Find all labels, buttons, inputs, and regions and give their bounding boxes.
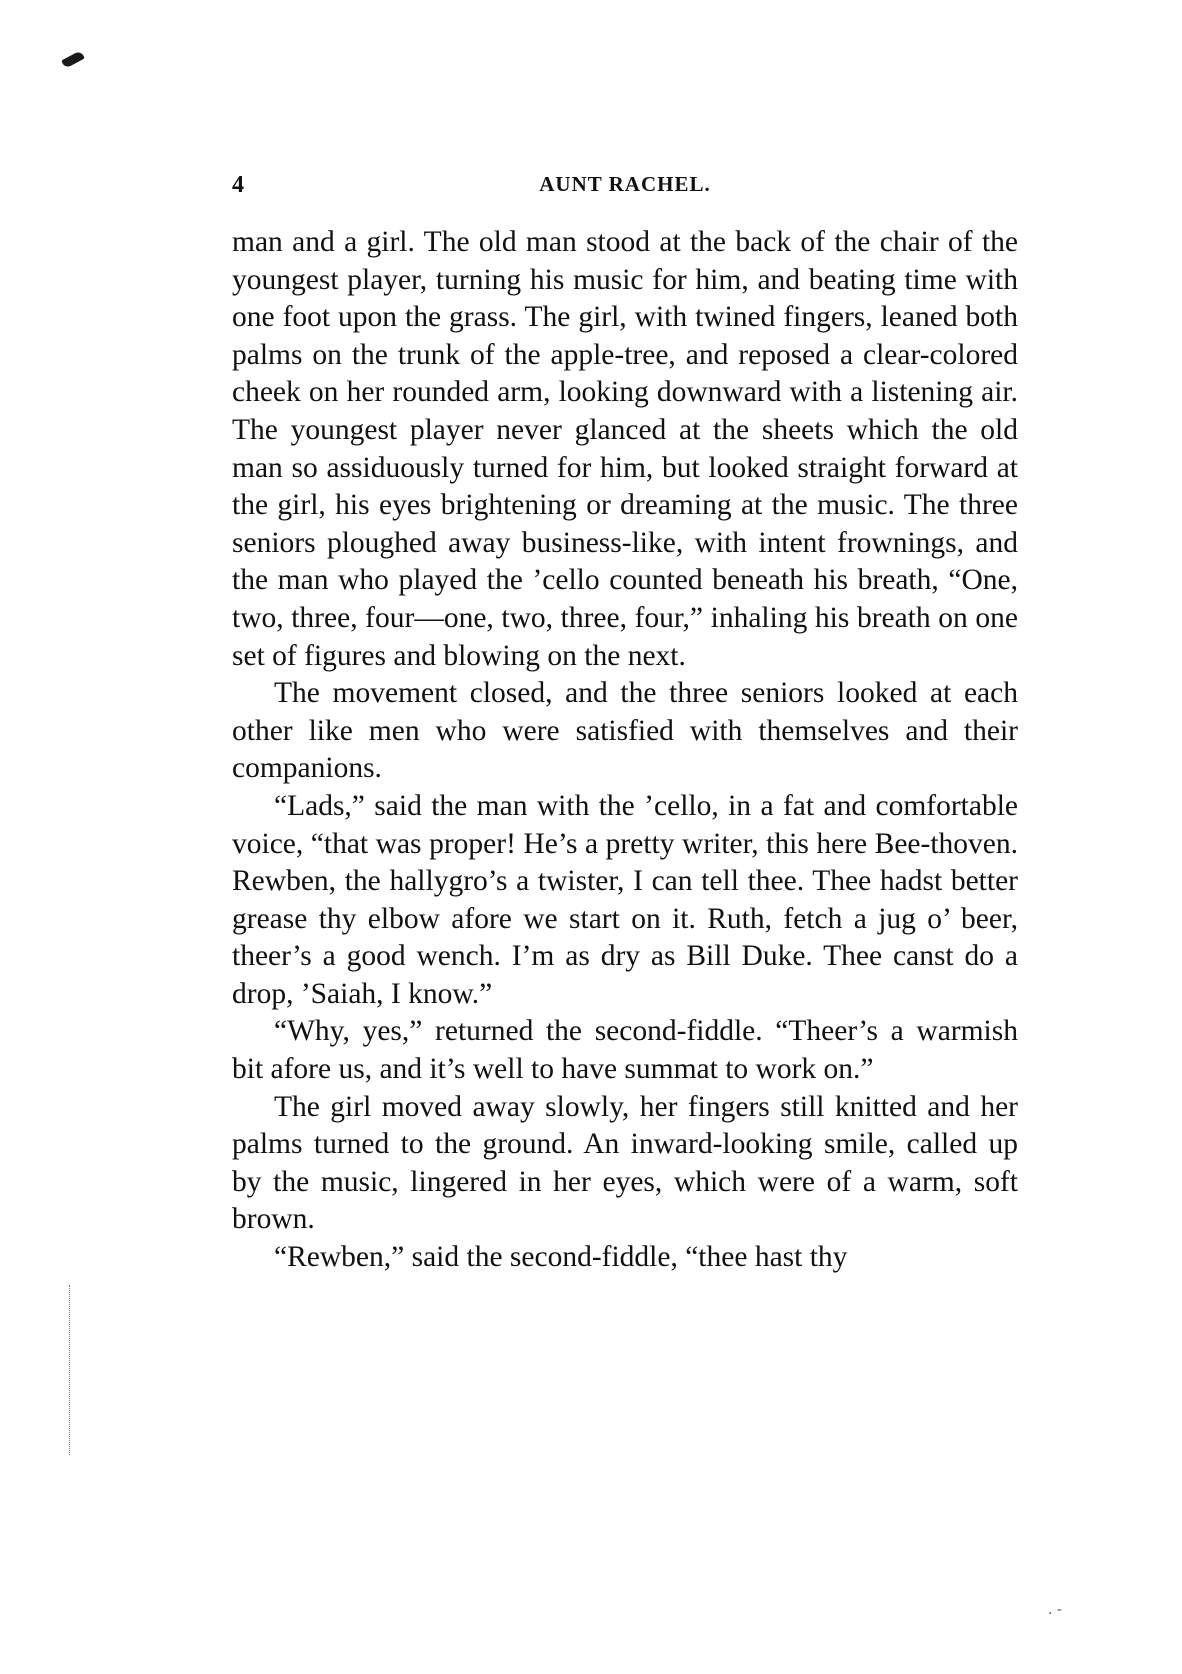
page-number: 4 xyxy=(232,172,244,198)
paragraph: “Lads,” said the man with the ’cello, in a fat and comfortable voice, “that was proper! He’s a pretty writer, this here Bee-thoven. Rewben, the hallygro’s a twister, I can tell thee. Thee hadst better grease thy elbow afore we start on it. Ruth, fetch a jug o’ beer, theer’s a good wench. I’m as dry as Bill Duke. Thee canst do a drop, ’Saiah, I know.” xyxy=(232,789,1018,1010)
running-title: AUNT RACHEL. xyxy=(539,172,711,196)
paragraph: man and a girl. The old man stood at the back of the chair of the youngest player, turning his music for him, and beating time with one foot upon the grass. The girl, with twined fingers, leaned both palms on the trunk of the apple-tree, and reposed a clear-colored cheek on her rounded arm, looking downward with a listening air. The youngest player never glanced at the sheets which the old man so assiduously turned for him, but looked straight forward at the girl, his eyes brightening or dreaming at the music. The three seniors ploughed away business-like, with intent frownings, and the man who played the ’cello counted beneath his breath, “One, two, three, four—one, two, three, four,” inhaling his breath on one set of figures and blowing on the next. xyxy=(232,226,1018,672)
paragraph: “Rewben,” said the second-fiddle, “thee hast thy xyxy=(274,1241,848,1274)
footer-specks: . - xyxy=(1048,1602,1062,1618)
page-header xyxy=(232,172,1018,202)
body-text xyxy=(232,224,1018,1277)
paragraph: The movement closed, and the three seniors looked at each other like men who were satisfied with themselves and their companions. xyxy=(232,677,1018,785)
paragraph: The girl moved away slowly, her fingers still knitted and her palms turned to the ground. An inward-looking smile, called up by the music, lingered in her eyes, which were of a warm, soft brown. xyxy=(232,1090,1018,1236)
paragraph: “Why, yes,” returned the second-fiddle. “Theer’s a warmish bit afore us, and it’s well to have summat to work on.” xyxy=(232,1015,1018,1086)
ink-mark xyxy=(61,50,85,68)
margin-rule xyxy=(69,1285,71,1455)
